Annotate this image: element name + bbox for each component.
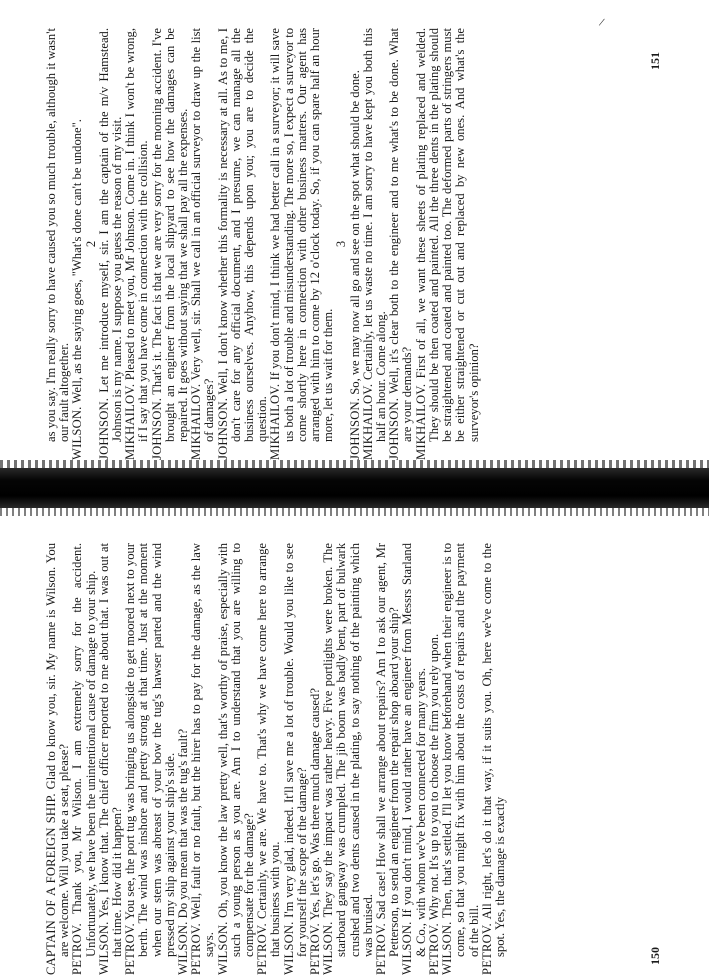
dialogue-text: Well, I don't know whether this formality is necessary at all. As to me, I don't care for any official document, and I presume, we can manage all the business ourselves. Anyhow, this depends upon you; you are to decide the question. (215, 28, 270, 442)
dialogue-line (124, 28, 150, 460)
dialogue-text: Let me introduce myself, sir. I am the captain of the m/v Hamstead. Johnson is my name. I suppose you guess the reason of my visit. (96, 28, 125, 442)
dialogue-text: as you say. I'm really sorry to have caused you so much trouble, although it wasn't our fault altogether. (44, 28, 72, 442)
dialogue-text: So, we may now all go and see on the spot what should be done. (347, 70, 362, 395)
dialogue-line (98, 543, 124, 975)
dialogue-text: Do you mean that was the tug's fault? (176, 728, 191, 919)
speaker-name: PETROV. (479, 923, 494, 975)
dialogue-line (415, 28, 481, 460)
speaker-name: MIKHAILOV. (360, 383, 375, 460)
pencil-mark: / (597, 14, 606, 30)
dialogue-line (124, 543, 177, 975)
dialogue-text: Glad to know you, sir. My name is Wilson. You are welcome. Will you take a seat, please? (44, 542, 72, 957)
speaker-name: WILSON. (176, 921, 191, 975)
dialogue-line (441, 543, 481, 975)
speaker-name: MIKHAILOV. (123, 383, 138, 460)
speaker-name: WILSON. (400, 921, 415, 975)
speaker-name: JOHNSON. (149, 397, 164, 460)
speaker-name: JOHNSON. (347, 397, 362, 460)
dialogue-text: Yes, let's go. Was there much damage caused? (308, 688, 323, 921)
dialogue-line (45, 28, 71, 460)
speaker-name: MIKHAILOV. (189, 383, 204, 460)
dialogue-line (388, 28, 414, 460)
dialogue-text: You see, the port tug was bringing us alongside to get moored next to your berth. The wind was inshore and pretty strong at that time. Just at the moment when our stern was abreast of your bow the tug's hawser parted and the wind pressed my ship against your ship's side. (123, 543, 177, 957)
dialogue-text: Pleased to meet you, Mr Johnson. Come in. I think I won't be wrong, if I say that you have come in connection with the collision. (123, 28, 151, 442)
page-151 (45, 28, 695, 460)
speaker-name: WILSON. (281, 921, 296, 975)
dialogue-text: Why not. It's up to you to choose the firm you rely upon. (426, 633, 441, 921)
scene-number: 2 (83, 240, 98, 248)
dialogue-line (481, 543, 507, 975)
dialogue-text: Then, that's settled. I'll let you know beforehand when their engineer is to come, so that you might fix with him about the costs of repairs and the payment of the bill. (440, 542, 481, 957)
dialogue-text: Certainly, we are. We have to. That's why we have come here to arrange that business with you. (255, 543, 283, 957)
dialogue-line (256, 543, 282, 975)
speaker-name: WILSON. (96, 921, 111, 975)
page-number-top: 151 (648, 52, 662, 70)
speaker-name: WILSON. (70, 406, 85, 460)
dialogue-text: Sad case! How shall we arrange about repairs? Am I to ask our agent, Mr Petterson, to send an engineer from the repair shop aboard your ship? (374, 543, 402, 957)
dialogue-line (362, 28, 388, 460)
dialogue-text: Well, it's clear both to the engineer and to me what's to be done. What are your demands? (387, 27, 415, 442)
dialogue-text: That's it. The fact is that we are very sorry for the morning accident. I've brought an engineer from the local shipyard to see how the damages can be repaired. It goes without saying that we shall pay all the expenses. (149, 27, 191, 442)
speaker-name: PETROV. (123, 923, 138, 975)
dialogue-text: They say the impact was rather heavy. Five portlights were broken. The starboard gangway was crumpled. The jib boom was badly bent, part of bulwark crushed and two dents caused in the plating, to say nothing of the painting which was bruised. (321, 542, 375, 957)
speaker-name: JOHNSON. (96, 397, 111, 460)
dialogue-line (151, 28, 191, 460)
dialogue-line (45, 543, 71, 975)
dialogue-line (401, 543, 427, 975)
dialogue-text: Thank you, Mr Wilson. I am extremely sorry for the accident. Unfortunately, we have been the unintentional cause of damage to your ship. (70, 543, 98, 957)
dialogue-text: All right, let's do it that way, if it suits you. Oh, here we've come to the spot. Yes, the damage is exactly (479, 543, 507, 957)
dialogue-line (283, 543, 309, 975)
dialogue-line (190, 28, 216, 460)
dialogue-line (322, 543, 375, 975)
dialogue-text: Very well, sir. Shall we call in an official surveyor to draw up the list of damages? (189, 28, 217, 442)
speaker-name: JOHNSON. (215, 397, 230, 460)
speaker-name: PETROV. (426, 923, 441, 975)
dialogue-text: Well, as the saying goes, "What's done can't be undone". (70, 119, 85, 404)
dialogue-line (217, 28, 270, 460)
page-number-bottom: 150 (648, 947, 662, 965)
speaker-name: PETROV. (374, 923, 389, 975)
dialogue-line (98, 28, 124, 460)
dialogue-text: If you don't mind, I would rather have an engineer from Messrs Starland & Co., with whom we've been connected for many years. (400, 543, 428, 957)
speaker-name: MIKHAILOV. (268, 383, 283, 460)
speaker-name: JOHNSON. (387, 397, 402, 460)
dialogue-text: First of all, we want these sheets of plating replaced and welded. They should be then coated and painted. All the three dents in the plating should be straightened and coated and painted too. The deformed parts of stringers must be either straightened or cut out and replaced by new ones. And what's the surveyor's opinion? (413, 28, 481, 442)
dialogue-text: I'm very glad, indeed. It'll save me a lot of trouble. Would you like to see for yourself the scope of the damage? (281, 543, 309, 957)
dialogue-text: Oh, you know the law pretty well, that's worthy of praise, especially with such a young person as you are. Am I to understand that you are willing to compensate for the damage? (215, 543, 257, 957)
dialogue-line (190, 543, 216, 975)
dialogue-text: Yes, I know that. The chief officer reported to me about that. I was out at that time. How did it happen? (96, 542, 125, 957)
scene-number: 3 (334, 240, 349, 248)
speaker-name: PETROV. (255, 923, 270, 975)
dialogue-line (375, 543, 401, 975)
speaker-name: PETROV. (70, 923, 85, 975)
book-gutter (0, 468, 709, 508)
page-150 (45, 543, 695, 975)
speaker-name: WILSON. (440, 921, 455, 975)
speaker-name: WILSON. (321, 921, 336, 975)
speaker-name: PETROV. (308, 923, 323, 975)
dialogue-line (217, 543, 257, 975)
dialogue-line (71, 543, 97, 975)
speaker-name: WILSON. (215, 921, 230, 975)
dialogue-text: Well, fault or no fault, but the hirer has to pay for the damage, as the law says. (189, 543, 217, 957)
speaker-name: PETROV. (189, 923, 204, 975)
dialogue-line (269, 28, 335, 460)
speaker-name: CAPTAIN OF A FOREIGN SHIP. (44, 793, 58, 975)
dialogue-line (71, 28, 84, 460)
dialogue-text: Certainly, let us waste no time. I am sorry to have kept you both this half an hour. Come along. (360, 28, 389, 442)
dialogue-text: If you don't mind, I think we had better call in a surveyor; it will save us both a lot of trouble and misunderstanding. The more so, I expect a surveyor to come shortly here in connection with other business matters. Our agent has arranged with him to come by 12 o'clock today. So, if you can spare half an hour more, let us wait for them. (268, 28, 336, 442)
speaker-name: MIKHAILOV. (413, 383, 428, 460)
